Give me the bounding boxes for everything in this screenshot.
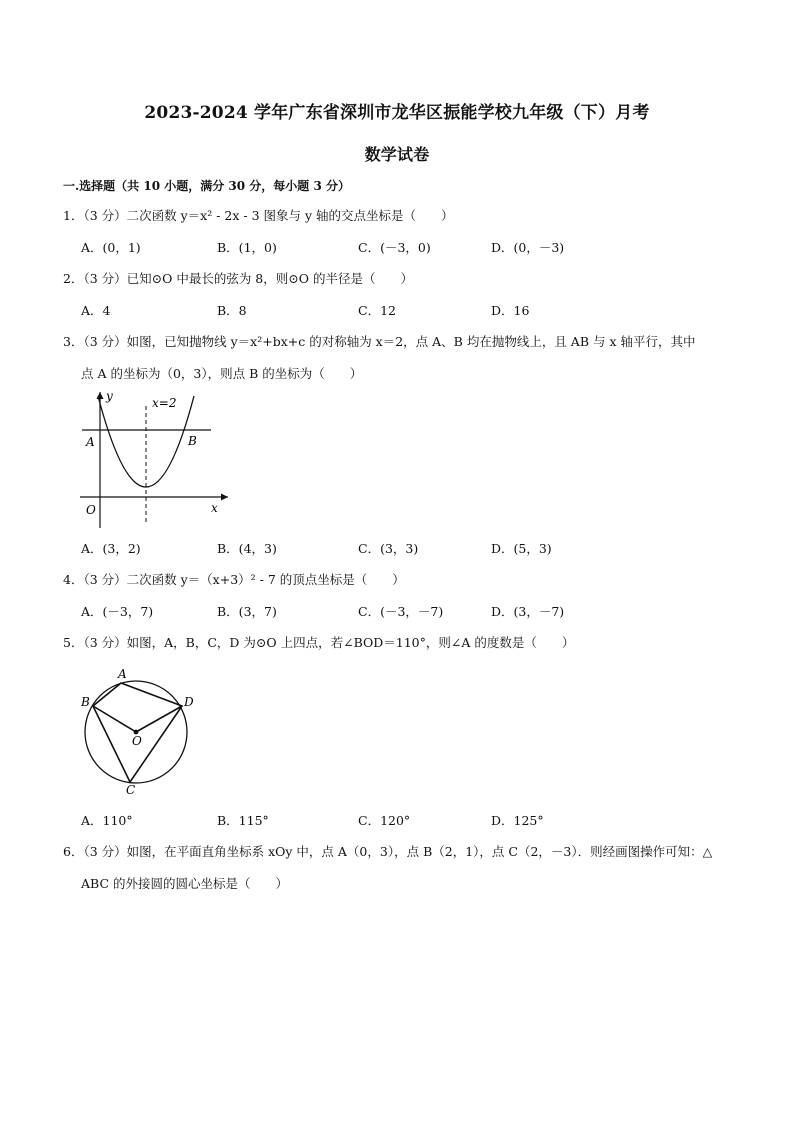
x-label: x	[211, 501, 218, 515]
option-a[interactable]: A．(3，2)	[81, 541, 141, 556]
segment-od	[136, 706, 182, 732]
option-a[interactable]: A．4	[81, 303, 111, 318]
label-o: O	[132, 734, 142, 748]
option-d[interactable]: D．(5，3)	[491, 541, 552, 556]
label-c: C	[126, 783, 136, 797]
option-a[interactable]: A．(－3，7)	[81, 604, 154, 619]
question-3-stem-line2: 点 A 的坐标为（0，3），则点 B 的坐标为（ ）	[81, 366, 363, 381]
option-d[interactable]: D．(0，－3)	[491, 240, 565, 255]
parabola-figure	[76, 388, 236, 528]
label-a: A	[118, 667, 127, 681]
option-c[interactable]: C．(－3，0)	[358, 240, 431, 255]
option-b[interactable]: B．(4，3)	[217, 541, 277, 556]
question-5-stem: 5．（3 分）如图，A，B，C，D 为⊙O 上四点，若∠BOD＝110°，则∠A 的度数是（ ）	[63, 635, 575, 650]
question-2-stem: 2．（3 分）已知⊙O 中最长的弦为 8，则⊙O 的半径是（ ）	[63, 271, 413, 286]
section-heading: 一.选择题（共 10 小题，满分 30 分，每小题 3 分）	[63, 179, 350, 193]
question-4-stem: 4．（3 分）二次函数 y＝（x+3）² - 7 的顶点坐标是（ ）	[63, 572, 405, 587]
question-1-stem: 1．（3 分）二次函数 y＝x² - 2x - 3 图象与 y 轴的交点坐标是（ ）	[63, 208, 454, 223]
option-c[interactable]: C．(3，3)	[358, 541, 419, 556]
question-6-stem-line2: ABC 的外接圆的圆心坐标是（ ）	[81, 876, 288, 891]
question-6-stem-line1: 6．（3 分）如图，在平面直角坐标系 xOy 中，点 A（0，3），点 B（2，1），点 C（2，－3）．则经画图操作可知：△	[63, 844, 713, 859]
circle-figure	[76, 664, 206, 800]
option-c[interactable]: C．12	[358, 303, 396, 318]
origin-label: O	[86, 503, 96, 517]
option-a[interactable]: A．110°	[81, 813, 133, 828]
option-c[interactable]: C．120°	[358, 813, 411, 828]
exam-subtitle: 数学试卷	[364, 145, 430, 164]
option-b[interactable]: B．8	[217, 303, 247, 318]
option-d[interactable]: D．16	[491, 303, 530, 318]
point-b-label: B	[188, 434, 197, 448]
option-b[interactable]: B．115°	[217, 813, 269, 828]
option-d[interactable]: D．125°	[491, 813, 544, 828]
option-b[interactable]: B．(3，7)	[217, 604, 277, 619]
option-b[interactable]: B．(1，0)	[217, 240, 277, 255]
exam-title: 2023-2024 学年广东省深圳市龙华区振能学校九年级（下）月考	[144, 103, 650, 123]
label-d: D	[184, 695, 194, 709]
label-b: B	[81, 695, 90, 709]
symmetry-label: x=2	[152, 396, 177, 410]
option-a[interactable]: A．(0，1)	[81, 240, 141, 255]
y-label: y	[106, 389, 113, 403]
option-c[interactable]: C．(－3，－7)	[358, 604, 444, 619]
point-a-label: A	[86, 435, 95, 449]
option-d[interactable]: D．(3，－7)	[491, 604, 565, 619]
question-3-stem-line1: 3．（3 分）如图，已知抛物线 y＝x²+bx+c 的对称轴为 x＝2，点 A、B 均在抛物线上，且 AB 与 x 轴平行，其中	[63, 334, 696, 349]
